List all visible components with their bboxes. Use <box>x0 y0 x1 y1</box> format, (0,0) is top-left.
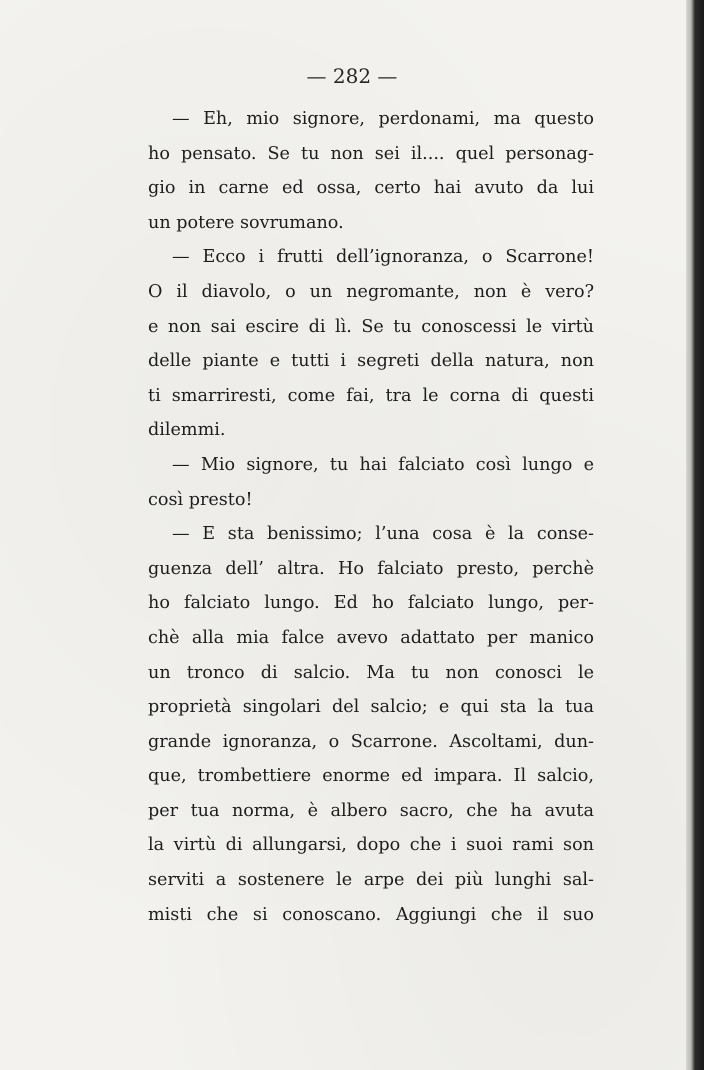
text-line: ho pensato. Se tu non sei il.... quel personag- <box>148 143 594 164</box>
text-line: chè alla mia falce avevo adattato per manico <box>148 627 594 648</box>
text-line: grande ignoranza, o Scarrone. Ascoltami, dun- <box>148 731 594 752</box>
text-line: serviti a sostenere le arpe dei più lunghi sal- <box>148 870 594 891</box>
text-line: — Mio signore, tu hai falciato così lungo e <box>172 454 594 475</box>
text-line: gio in carne ed ossa, certo hai avuto da lui <box>148 178 594 199</box>
text-line: per tua norma, è albero sacro, che ha avuta <box>148 800 594 821</box>
text-line: que, trombettiere enorme ed impara. Il salcio, <box>148 766 594 787</box>
text-line: un potere sovrumano. <box>148 212 344 233</box>
text-line: ti smarriresti, come fai, tra le corna di questi <box>148 385 594 406</box>
text-line: ho falciato lungo. Ed ho falciato lungo, per- <box>148 593 594 614</box>
body-text <box>148 102 594 932</box>
text-line: proprietà singolari del salcio; e qui sta la tua <box>148 697 594 718</box>
text-line: — Eh, mio signore, perdonami, ma questo <box>172 109 594 129</box>
text-line: guenza dell’ altra. Ho falciato presto, perchè <box>148 558 594 579</box>
text-line: così presto! <box>148 489 253 510</box>
text-line: dilemmi. <box>148 420 226 441</box>
text-line: un tronco di salcio. Ma tu non conosci le <box>148 662 594 683</box>
page-edge-shadow <box>686 0 704 1070</box>
text-line: — E sta benissimo; l’una cosa è la conse- <box>172 524 594 545</box>
text-line: delle piante e tutti i segreti della natura, non <box>148 351 594 372</box>
page-number: — 282 — <box>306 64 398 88</box>
text-line: O il diavolo, o un negromante, non è vero? <box>148 281 594 302</box>
text-line: — Ecco i frutti dell’ignoranza, o Scarrone! <box>172 247 594 268</box>
text-line: la virtù di allungarsi, dopo che i suoi rami son <box>148 835 594 856</box>
text-line: misti che si conoscano. Aggiungi che il suo <box>148 904 594 925</box>
text-line: e non sai escire di lì. Se tu conoscessi le virtù <box>148 316 594 337</box>
